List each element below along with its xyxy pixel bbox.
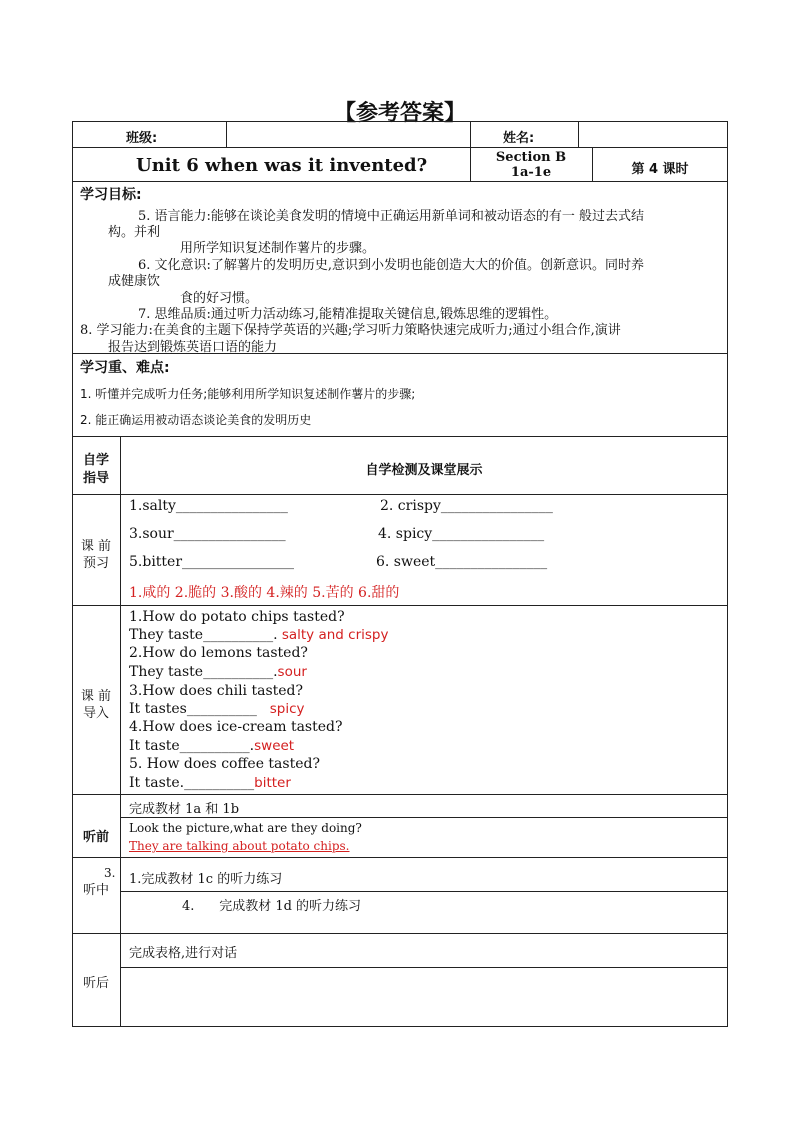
section-label: Section B: [495, 150, 567, 165]
guide-label-top: 自学: [82, 453, 109, 468]
while-listening-task: 1.完成教材 1c 的听力练习: [129, 872, 283, 887]
leadin-answer: sweet: [254, 738, 295, 754]
leadin-line: 2.How do lemons tasted?: [129, 645, 308, 661]
post-listening-task: 完成表格,进行对话: [129, 946, 238, 961]
row-divider: [72, 933, 728, 934]
leadin-label-top: 课 前: [80, 689, 112, 704]
leadin-line: They taste__________.sour: [129, 664, 307, 680]
objectives-heading: 学习目标:: [80, 187, 142, 203]
row-divider: [120, 967, 728, 968]
objective-line: 5. 语言能力:能够在谈论美食发明的情境中正确运用新单词和被动语态的有一 般过去式结: [138, 209, 645, 224]
pre-listening-task: 完成教材 1a 和 1b: [129, 802, 240, 817]
row-divider: [120, 891, 728, 892]
pre-listening-answer: They are talking about potato chips.: [129, 839, 350, 853]
leadin-line: It tastes__________ spicy: [129, 701, 305, 717]
vocab-item: 1.salty________________: [129, 498, 288, 514]
objective-line: 8. 学习能力:在美食的主题下保持学英语的兴趣;学习听力策略快速完成听力;通过小组合作,演讲: [80, 323, 621, 338]
leadin-line: 3.How does chili tasted?: [129, 683, 304, 699]
name-label: 姓名:: [503, 131, 535, 146]
class-label: 班级:: [126, 131, 158, 146]
pre-listening-question: Look the picture,what are they doing?: [129, 821, 362, 835]
vocab-answers: 1.咸的 2.脆的 3.酸的 4.辣的 5.苦的 6.甜的: [129, 585, 400, 601]
objective-line: 7. 思维品质:通过听力活动练习,能精准提取关键信息,锻炼思维的逻辑性。: [138, 307, 558, 322]
leadin-line: They taste__________. salty and crispy: [129, 627, 389, 643]
row-divider: [72, 605, 728, 606]
row-divider: [72, 181, 728, 182]
objective-line: 成健康饮: [108, 274, 161, 289]
guide-label-bottom: 指导: [82, 471, 109, 486]
row-divider: [72, 794, 728, 795]
pre-listening-label: 听前: [82, 830, 109, 845]
row-divider: [120, 817, 728, 818]
leadin-line: 4.How does ice-cream tasted?: [129, 719, 343, 735]
while-listening-task: 4. 完成教材 1d 的听力练习: [182, 899, 362, 914]
leadin-answer: bitter: [254, 775, 291, 791]
leadin-label-bottom: 导入: [82, 706, 109, 721]
divider: [578, 121, 579, 147]
page-title: 【参考答案】: [333, 101, 466, 126]
guide-heading: 自学检测及课堂展示: [365, 463, 483, 478]
label-column-divider: [120, 436, 121, 1027]
while-listening-marker: 3.: [104, 866, 116, 880]
vocab-item: 6. sweet________________: [376, 554, 548, 570]
leadin-answer: salty and crispy: [277, 627, 389, 643]
divider: [226, 121, 227, 147]
vocab-item: 5.bitter________________: [129, 554, 295, 570]
vocab-item: 4. spicy________________: [378, 526, 545, 542]
section-range: 1a-1e: [510, 165, 552, 180]
leadin-line: 1.How do potato chips tasted?: [129, 609, 345, 625]
vocab-item: 3.sour________________: [129, 526, 286, 542]
objective-line: 报告达到锻炼英语口语的能力: [108, 340, 278, 355]
focus-item: 2. 能正确运用被动语态谈论美食的发明历史: [80, 413, 312, 427]
lesson-number: 第 4 课时: [631, 162, 689, 177]
preview-label-top: 课 前: [80, 539, 112, 554]
leadin-line: It taste__________.sweet: [129, 738, 295, 754]
row-divider: [72, 353, 728, 354]
post-listening-label: 听后: [82, 976, 109, 991]
leadin-answer: spicy: [256, 701, 305, 717]
preview-label-bottom: 预习: [82, 556, 109, 571]
row-divider: [72, 436, 728, 437]
row-divider: [72, 857, 728, 858]
focus-item: 1. 听懂并完成听力任务;能够利用所学知识复述制作薯片的步骤;: [80, 387, 416, 401]
row-divider: [72, 147, 728, 148]
objective-line: 6. 文化意识:了解薯片的发明历史,意识到小发明也能创造大大的价值。创新意识。同时养: [138, 258, 645, 273]
objective-line: 构。并利: [108, 225, 161, 240]
objective-line: 用所学知识复述制作薯片的步骤。: [180, 241, 376, 256]
row-divider: [72, 494, 728, 495]
vocab-item: 2. crispy________________: [380, 498, 553, 514]
leadin-line: 5. How does coffee tasted?: [129, 756, 320, 772]
leadin-answer: sour: [277, 664, 307, 680]
focus-heading: 学习重、难点:: [80, 360, 170, 376]
objective-line: 食的好习惯。: [180, 291, 259, 306]
unit-title: Unit 6 when was it invented?: [136, 155, 428, 176]
while-listening-label: 听中: [82, 883, 109, 898]
leadin-line: It taste.__________bitter: [129, 775, 291, 791]
